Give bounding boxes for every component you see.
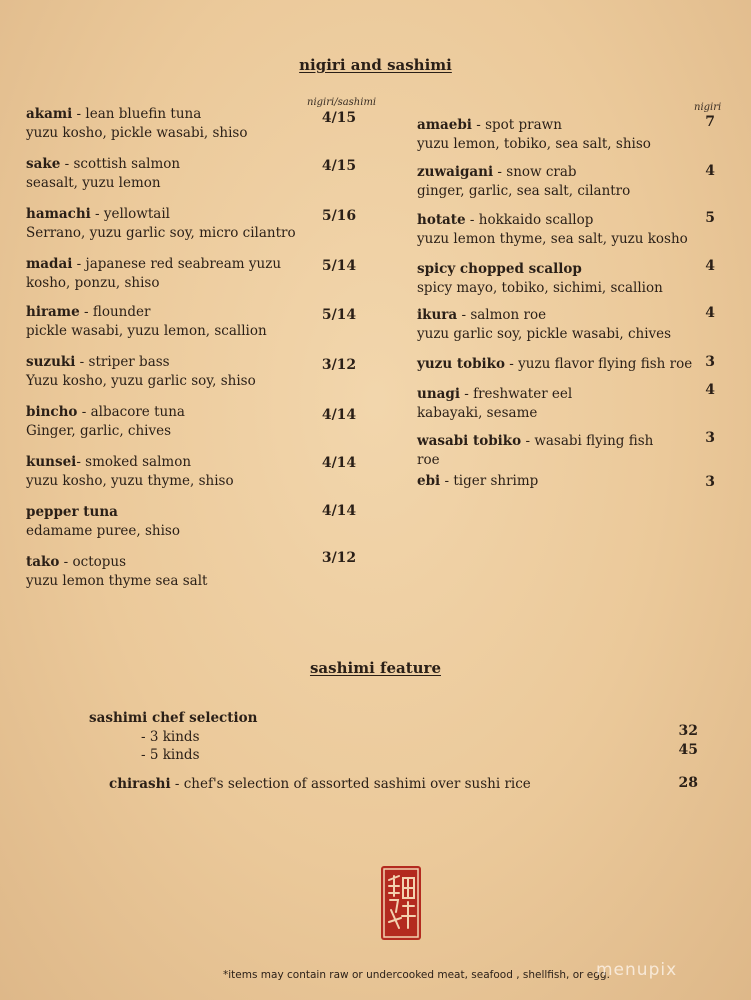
menu-item <box>26 503 180 541</box>
menu-item-price: 4/14 <box>321 455 357 471</box>
menu-item <box>26 303 267 341</box>
menu-item-description: flounder <box>92 304 151 320</box>
chirashi-description: - chef's selection of assorted sashimi over sushi rice <box>170 776 531 792</box>
price-3-kinds: 32 <box>678 723 698 739</box>
menu-item-ingredients: kabayaki, sesame <box>417 405 538 421</box>
menu-item-title-line <box>26 105 247 124</box>
column-header-nigiri-sashimi: nigiri/sashimi <box>307 97 377 108</box>
chef-selection-label <box>89 709 257 728</box>
menu-item-description: albacore tuna <box>90 404 185 420</box>
chirashi-item <box>109 775 531 794</box>
menu-item <box>417 355 692 374</box>
menu-item-title-line <box>26 403 185 422</box>
menu-item-separator: - <box>72 256 86 272</box>
menu-item-name: hotate <box>417 212 466 228</box>
menu-item-separator: - <box>505 356 519 372</box>
menu-item-name: unagi <box>417 386 460 402</box>
menu-item-separator: - <box>493 164 507 180</box>
menu-item <box>26 105 247 143</box>
menu-item-price: 4 <box>705 163 715 179</box>
menu-item-description: octopus <box>72 554 127 570</box>
menu-item-name: bincho <box>26 404 78 420</box>
menu-item-ingredients: pickle wasabi, yuzu lemon, scallion <box>26 323 267 339</box>
menu-item-title-line <box>417 432 653 451</box>
menu-item-price: 3 <box>705 354 715 370</box>
allergy-footnote: *items may contain raw or undercooked meat, seafood , shellfish, or egg. <box>223 969 610 981</box>
menu-item-separator: - <box>76 454 86 470</box>
menu-item-name: ebi <box>417 473 441 489</box>
menu-item-name: suzuki <box>26 354 76 370</box>
menu-item-ingredients: yuzu kosho, yuzu thyme, shiso <box>26 473 234 489</box>
menu-item-ingredients: yuzu garlic soy, pickle wasabi, chives <box>417 326 672 342</box>
menu-item-title-line <box>417 385 572 404</box>
menu-item <box>26 553 207 591</box>
menu-item <box>417 385 572 423</box>
menu-item-description: lean bluefin tuna <box>85 106 202 122</box>
menu-item-title-line <box>417 355 692 374</box>
menu-item-name: akami <box>26 106 73 122</box>
menu-item-separator: - <box>90 206 104 222</box>
menu-item <box>26 353 256 391</box>
menu-item-name: amaebi <box>417 117 472 133</box>
menu-item <box>417 260 663 298</box>
menu-item-separator: - <box>521 433 535 449</box>
menu-item-description: tiger shrimp <box>453 473 539 489</box>
menu-item-title-line <box>26 303 267 322</box>
menu-item-description: scottish salmon <box>73 156 181 172</box>
menu-item <box>417 211 688 249</box>
menu-item-ingredients: yuzu lemon thyme, sea salt, yuzu kosho <box>417 231 688 247</box>
chirashi-name: chirashi <box>109 776 171 792</box>
menu-item <box>26 403 185 441</box>
menu-item-name: tako <box>26 554 60 570</box>
menu-item-name: sake <box>26 156 61 172</box>
menu-item-separator: - <box>465 212 479 228</box>
menu-item-name: pepper tuna <box>26 504 118 520</box>
menu-item-separator: - <box>471 117 486 133</box>
menu-item-ingredients: spicy mayo, tobiko, sichimi, scallion <box>417 280 663 296</box>
menu-item <box>26 255 281 293</box>
menu-item <box>26 205 296 243</box>
section-title-nigiri-sashimi: nigiri and sashimi <box>299 56 452 74</box>
menu-item-separator: - <box>459 386 474 402</box>
restaurant-seal-logo <box>381 866 421 940</box>
menu-item-ingredients: Yuzu kosho, yuzu garlic soy, shiso <box>26 373 256 389</box>
menu-item-description: japanese red seabream yuzu <box>85 256 282 272</box>
menu-item-description: spot prawn <box>485 117 562 133</box>
price-5-kinds: 45 <box>678 742 698 758</box>
menu-item-name: hamachi <box>26 206 91 222</box>
menu-item-title-line <box>26 453 234 472</box>
menu-item-name: spicy chopped scallop <box>417 261 582 277</box>
menu-item <box>417 306 671 344</box>
menu-item-separator: - <box>457 307 471 323</box>
menu-item-description: snow crab <box>506 164 577 180</box>
menu-item-separator: - <box>440 473 454 489</box>
menu-item-description: salmon roe <box>470 307 547 323</box>
menu-item-name: kunsei <box>26 454 77 470</box>
menu-item <box>417 472 538 491</box>
menu-item-title-line <box>26 503 180 522</box>
option-3-kinds: - 3 kinds <box>141 729 200 745</box>
menu-item-price: 5 <box>705 210 715 226</box>
menu-item-price: 3 <box>705 430 715 446</box>
menu-item-title-line <box>26 255 281 274</box>
menu-item-ingredients: ginger, garlic, sea salt, cilantro <box>417 183 631 199</box>
menu-item-title-line <box>26 353 256 372</box>
menu-item-price: 5/14 <box>321 258 357 274</box>
chef-selection-name: sashimi chef selection <box>89 710 258 726</box>
menu-item-separator: - <box>72 106 86 122</box>
menu-item-ingredients: seasalt, yuzu lemon <box>26 175 161 191</box>
menu-item-title-line <box>26 553 207 572</box>
menu-item-price: 4 <box>705 305 715 321</box>
menu-item <box>417 432 653 470</box>
menu-item <box>417 116 651 154</box>
menu-item-description: yellowtail <box>103 206 170 222</box>
menu-item-name: ikura <box>417 307 458 323</box>
menu-item-ingredients: roe <box>417 452 440 468</box>
menu-item-ingredients: yuzu kosho, pickle wasabi, shiso <box>26 125 248 141</box>
menu-item-price: 5/14 <box>321 307 357 323</box>
menu-item-title-line <box>417 260 663 279</box>
menu-item-price: 3/12 <box>321 357 357 373</box>
menu-item-price: 4/15 <box>321 158 357 174</box>
menu-item-ingredients: yuzu lemon thyme sea salt <box>26 573 208 589</box>
menu-item-price: 4/14 <box>321 503 357 519</box>
menu-item-title-line <box>417 306 671 325</box>
menu-item-title-line <box>26 155 180 174</box>
menu-item-title-line <box>417 472 538 491</box>
menu-item-separator: - <box>60 156 74 172</box>
menu-item-separator: - <box>75 354 89 370</box>
menu-item-description: striper bass <box>88 354 170 370</box>
column-header-nigiri: nigiri <box>694 102 722 113</box>
menupix-watermark: menupix <box>596 960 678 980</box>
menu-item-description: smoked salmon <box>85 454 192 470</box>
menu-item <box>417 163 630 201</box>
menu-item-price: 3 <box>705 474 715 490</box>
menu-item-description: freshwater eel <box>473 386 573 402</box>
menu-item-separator: - <box>59 554 73 570</box>
menu-item-name: madai <box>26 256 73 272</box>
menu-item-separator: - <box>77 404 91 420</box>
menu-item-price: 4/14 <box>321 407 357 423</box>
menu-item-price: 4/15 <box>321 110 357 126</box>
option-5-kinds: - 5 kinds <box>141 747 200 763</box>
menu-item-price: 5/16 <box>321 208 357 224</box>
menu-item-ingredients: kosho, ponzu, shiso <box>26 275 160 291</box>
menu-item-price: 4 <box>705 258 715 274</box>
chirashi-price: 28 <box>678 775 698 791</box>
menu-item <box>26 453 234 491</box>
menu-item-title-line <box>417 163 630 182</box>
menu-item-price: 3/12 <box>321 550 357 566</box>
menu-item-name: yuzu tobiko <box>417 356 506 372</box>
menu-item-description: yuzu flavor flying fish roe <box>518 356 693 372</box>
menu-item-name: wasabi tobiko <box>417 433 522 449</box>
menu-item-title-line <box>26 205 296 224</box>
menu-item-title-line <box>417 116 651 135</box>
section-title-sashimi-feature: sashimi feature <box>309 659 441 677</box>
menu-item-description: wasabi flying fish <box>534 433 654 449</box>
menu-item <box>26 155 180 193</box>
menu-item-name: hirame <box>26 304 80 320</box>
menu-item-ingredients: yuzu lemon, tobiko, sea salt, shiso <box>417 136 651 152</box>
menu-item-price: 7 <box>705 114 715 130</box>
menu-item-ingredients: Serrano, yuzu garlic soy, micro cilantro <box>26 225 296 241</box>
menu-item-separator: - <box>79 304 93 320</box>
menu-item-name: zuwaigani <box>417 164 494 180</box>
menu-item-description: hokkaido scallop <box>478 212 594 228</box>
menu-item-ingredients: Ginger, garlic, chives <box>26 423 172 439</box>
menu-item-title-line <box>417 211 688 230</box>
menu-item-price: 4 <box>705 382 715 398</box>
menu-item-ingredients: edamame puree, shiso <box>26 523 180 539</box>
